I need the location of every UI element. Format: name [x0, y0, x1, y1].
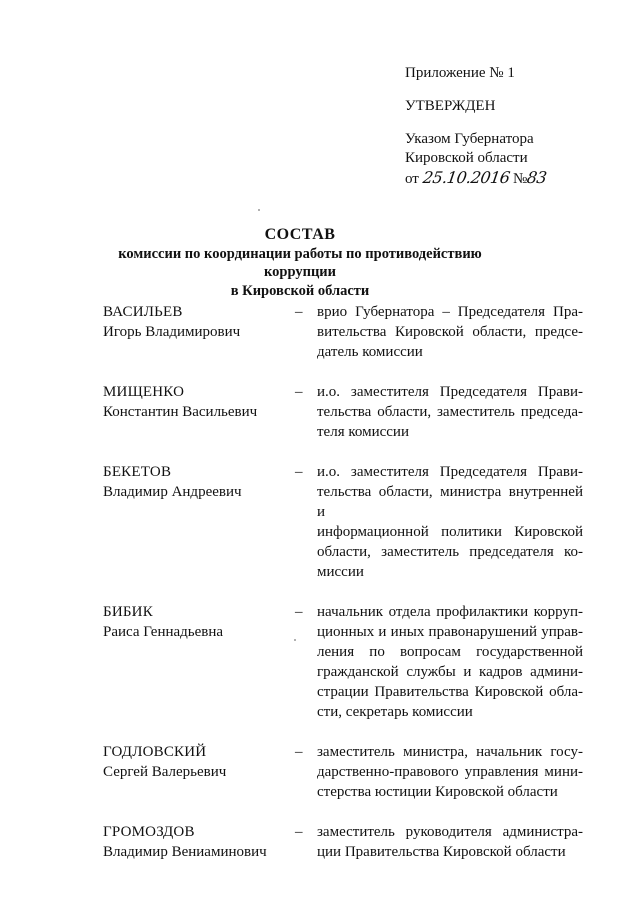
document-subtitle-line-2: в Кировской области	[230, 283, 370, 299]
member-entry	[103, 302, 583, 362]
member-name	[103, 382, 295, 442]
member-entry	[103, 822, 583, 862]
member-role-line: датель комиссии	[317, 344, 423, 360]
decree-line-1: Указом Губернатора	[405, 131, 534, 147]
date-prefix: от	[405, 171, 419, 187]
handwritten-number: 83	[525, 168, 548, 187]
approval-block	[405, 64, 547, 189]
member-role-line: и.о. заместителя Председателя Прави-	[317, 464, 583, 480]
member-role-line: страции Правительства Кировской обла-	[317, 684, 583, 700]
member-given-names: Раиса Геннадьевна	[103, 624, 224, 640]
appendix-number: Приложение № 1	[405, 65, 515, 81]
document-title: СОСТАВ	[264, 226, 336, 243]
member-role	[317, 602, 583, 722]
member-role-line: ления по вопросам государственной	[317, 644, 583, 660]
member-dash: –	[295, 824, 303, 840]
member-role-line: информационной политики Кировской	[317, 524, 583, 540]
handwritten-date: 25.10.2016	[421, 168, 511, 187]
member-role	[317, 742, 583, 802]
scan-speck	[294, 639, 296, 641]
member-role-line: вительства Кировской области, предсе-	[317, 324, 583, 340]
member-entry	[103, 462, 583, 582]
member-role-line: гражданской службы и кадров админи-	[317, 664, 583, 680]
member-name	[103, 742, 295, 802]
member-role-line: врио Губернатора – Председателя Пра-	[317, 304, 583, 320]
member-entry	[103, 742, 583, 802]
member-dash: –	[295, 744, 303, 760]
member-surname: БИБИК	[103, 604, 153, 620]
decree-date-line	[405, 168, 547, 189]
member-role-line: дарственно-правового управления мини-	[317, 764, 583, 780]
document-subtitle-line-1: комиссии по координации работы по противодействию коррупции	[118, 246, 482, 280]
document-heading	[95, 225, 505, 300]
member-role-line: заместитель министра, начальник госу-	[317, 744, 583, 760]
member-given-names: Сергей Валерьевич	[103, 764, 227, 780]
member-role-line: ционных и иных правонарушений управ-	[317, 624, 583, 640]
member-dash: –	[295, 604, 303, 620]
member-name	[103, 822, 295, 862]
member-surname: МИЩЕНКО	[103, 384, 185, 400]
member-dash: –	[295, 384, 303, 400]
decree-line-2: Кировской области	[405, 150, 528, 166]
member-role-line: миссии	[317, 564, 364, 580]
member-dash: –	[295, 304, 303, 320]
member-role-line: заместитель руководителя администра-	[317, 824, 583, 840]
member-given-names: Владимир Андреевич	[103, 484, 242, 500]
member-role	[317, 462, 583, 582]
member-entry	[103, 602, 583, 722]
member-role-line: сти, секретарь комиссии	[317, 704, 473, 720]
member-entry	[103, 382, 583, 442]
member-name	[103, 602, 295, 722]
member-name	[103, 462, 295, 582]
members-list	[103, 302, 583, 882]
member-name	[103, 302, 295, 362]
member-given-names: Игорь Владимирович	[103, 324, 241, 340]
member-given-names: Владимир Вениаминович	[103, 844, 267, 860]
number-prefix: №	[512, 171, 528, 187]
member-role-line: стерства юстиции Кировской области	[317, 784, 558, 800]
member-role-line: области, заместитель председателя ко-	[317, 544, 583, 560]
member-dash: –	[295, 464, 303, 480]
member-role-line: тельства области, заместитель председа-	[317, 404, 583, 420]
member-role	[317, 822, 583, 862]
member-surname: ВАСИЛЬЕВ	[103, 304, 183, 320]
member-role-line: тельства области, министра внутренней и	[317, 484, 583, 520]
member-role-line: ции Правительства Кировской области	[317, 844, 566, 860]
member-role-line: начальник отдела профилактики корруп-	[317, 604, 583, 620]
member-role	[317, 302, 583, 362]
member-given-names: Константин Васильевич	[103, 404, 258, 420]
member-role	[317, 382, 583, 442]
member-surname: ГРОМОЗДОВ	[103, 824, 195, 840]
member-role-line: и.о. заместителя Председателя Прави-	[317, 384, 583, 400]
member-role-line: теля комиссии	[317, 424, 409, 440]
member-surname: БЕКЕТОВ	[103, 464, 172, 480]
approved-stamp-text: УТВЕРЖДЕН	[405, 98, 496, 114]
scan-speck	[258, 209, 260, 211]
member-surname: ГОДЛОВСКИЙ	[103, 744, 207, 760]
